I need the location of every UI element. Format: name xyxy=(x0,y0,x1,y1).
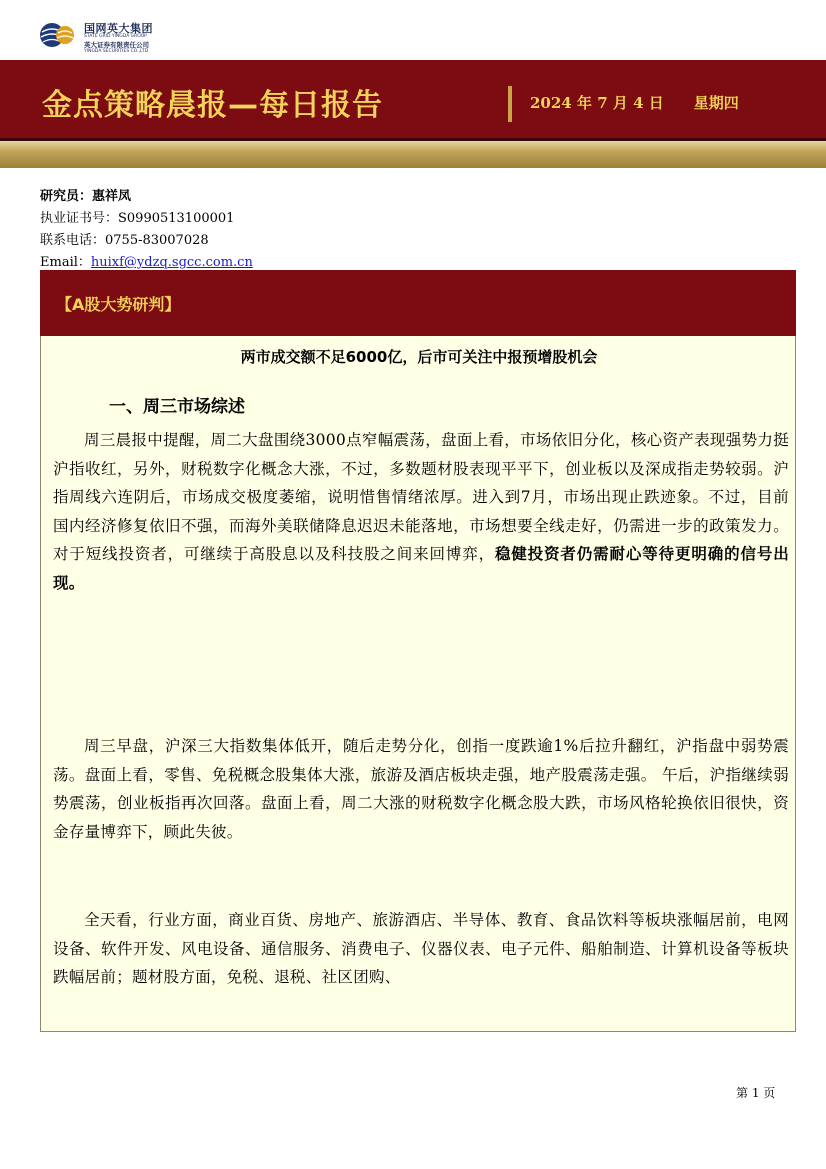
globe-logo-icon xyxy=(38,20,78,50)
page-number: 第 1 页 xyxy=(736,1086,776,1100)
article-title: 两市成交额不足6000亿，后市可关注中报预增股机会 xyxy=(240,348,598,366)
logo-company-cn: 国网英大集团 xyxy=(84,22,153,35)
section-label: 【A股大势研判】 xyxy=(56,295,181,314)
researcher-name: 研究员：惠祥凤 xyxy=(40,189,132,204)
gold-strip xyxy=(0,141,826,168)
author-block xyxy=(40,186,253,274)
paragraph-1-text: 周三晨报中提醒，周二大盘围绕3000点窄幅震荡，盘面上看，市场依旧分化，核心资产表现强势力挺沪指收红，另外，财税数字化概念大涨，不过，多数题材股表现平平下，创业板以及深成指走势较弱。沪指周线六连阴后，市场成交极度萎缩，说明惜售情绪浓厚。进入到7月，市场出现止跌迹象。不过，目前国内经济修复依旧不强，而海外美联储降息迟迟未能落地，市场想要全线走好，仍需进一步的政策发力。对于短线投资者，可继续于高股息以及科技股之间来回博弈， xyxy=(53,431,789,563)
paragraph-1-bold: 稳健投资者仍需耐心等待更明确的信号出现。 xyxy=(53,545,789,592)
banner-divider xyxy=(508,86,512,122)
logo-sub-cn: 英大证券有限责任公司 xyxy=(84,41,149,49)
article-content xyxy=(40,336,796,1032)
section-header xyxy=(40,270,796,336)
logo-sub-en: YINGDA SECURITIES CO.,LTD xyxy=(84,49,149,54)
email-label: Email： xyxy=(40,255,91,270)
paragraph-2: 周三早盘，沪深三大指数集体低开，随后走势分化，创指一度跌逾1%后拉升翻红，沪指盘中弱势震荡。盘面上看，零售、免税概念股集体大涨，旅游及酒店板块走强，地产股震荡走强。 午后，沪指继续弱势震荡，创业板指再次回落。盘面上看，周二大涨的财税数字化概念股大跌，市场风格轮换依旧很快，资金存量博弈下，顾此失彼。 xyxy=(53,737,789,841)
contact-phone: 联系电话：0755-83007028 xyxy=(40,233,209,248)
article-subhead: 一、周三市场综述 xyxy=(109,397,245,417)
license-number: 执业证书号：S0990513100001 xyxy=(40,211,235,226)
email-link[interactable]: huixf@ydzq.sgcc.com.cn xyxy=(90,255,253,270)
logo-company-en: STATE GRID YINGDA GROUP xyxy=(84,34,147,39)
paragraph-3: 全天看，行业方面，商业百货、房地产、旅游酒店、半导体、教育、食品饮料等板块涨幅居前，电网设备、软件开发、风电设备、通信服务、消费电子、仪器仪表、电子元件、船舶制造、计算机设备等板块跌幅居前；题材股方面，免税、退税、社区团购、 xyxy=(53,911,789,986)
report-date: 2024 年 7 月 4 日 星期四 xyxy=(530,94,739,112)
report-title: 金点策略晨报—每日报告 xyxy=(42,88,383,123)
paragraph-1 xyxy=(53,426,789,597)
company-logo xyxy=(38,18,188,58)
